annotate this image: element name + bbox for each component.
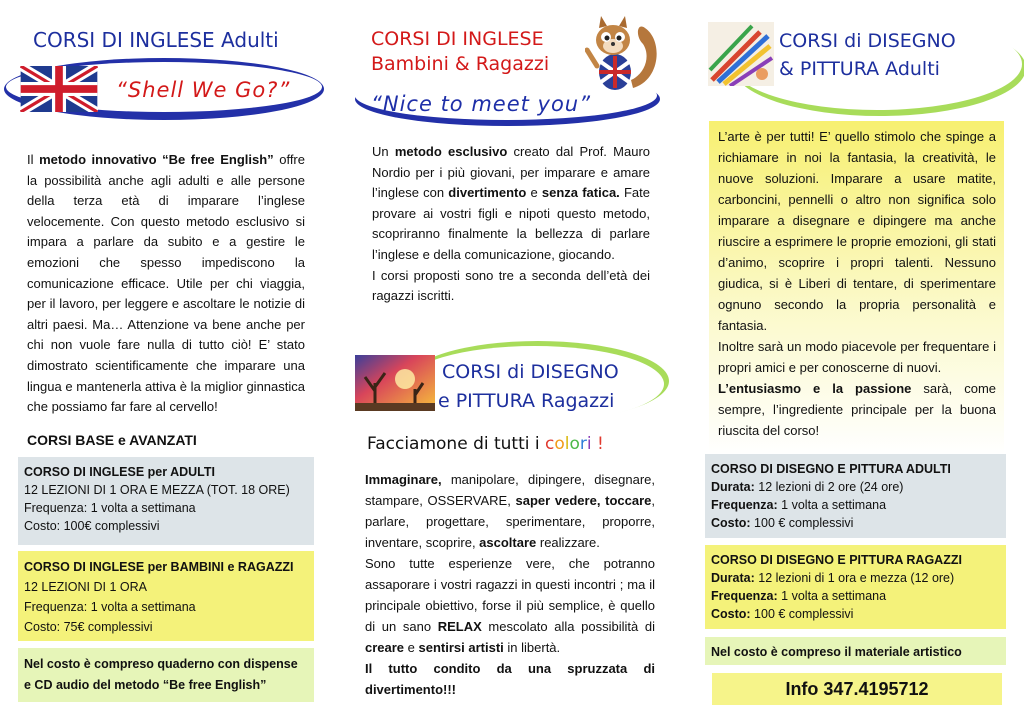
text: Fate provare ai vostri figli e nipoti questo metodo, scopriranno finalmente la bellezza di parlare l’inglese e della comunicazione, giocando. bbox=[372, 185, 650, 262]
column-english-kids bbox=[345, 0, 675, 724]
text-bold: senza fatica. bbox=[541, 185, 620, 201]
text-bold: metodo esclusivo bbox=[394, 144, 508, 159]
letter: r bbox=[579, 434, 587, 454]
title-drawing-adults-1: CORSI di DISEGNO bbox=[779, 30, 956, 52]
text: Un bbox=[372, 144, 395, 159]
text: in libertà. bbox=[503, 640, 561, 655]
box-value: 12 lezioni di 1 ora e mezza (12 ore) bbox=[754, 571, 955, 585]
slogan-nice-to-meet-you: “Nice to meet you” bbox=[371, 92, 591, 116]
heading-text: ! bbox=[591, 434, 604, 454]
box-key: Frequenza: bbox=[711, 498, 778, 512]
text: realizzare. bbox=[536, 535, 600, 550]
box-drawing-adults bbox=[705, 454, 1006, 538]
text: e bbox=[526, 185, 542, 201]
box-included-materials bbox=[18, 648, 314, 702]
box-key: Durata: bbox=[711, 480, 755, 494]
column-drawing-adults bbox=[682, 0, 1024, 724]
text-bold: sentirsi artisti bbox=[418, 640, 504, 655]
box-title: CORSO DI DISEGNO E PITTURA ADULTI bbox=[711, 462, 951, 476]
box-line: e CD audio del metodo “Be free English” bbox=[24, 678, 267, 692]
text: offre la possibilità anche agli adulti e alle persone della terza età di imparare l’inglese velocemente. Con questo metodo esclusivo si impara a parlare da subito e a gestire le emozioni che spesso impediscono la comunicazione efficace. Utile per chi viaggia, per il lavoro, per leggere e ascoltare le notizie di altri paesi. Ma… Attenzione va bene anche per chi non vuole fare nulla di tutto ciò! E’ stato dimostrato scientificamente che imparare una lingua e mantenerla attiva è la miglior ginnastica che possiamo far fare al cervello! bbox=[27, 152, 305, 415]
title-drawing-kids-2: e PITTURA Ragazzi bbox=[438, 390, 615, 412]
box-drawing-kids bbox=[705, 545, 1006, 629]
text: manipolare, dipingere, disegnare, stampare, OSSERVARE, bbox=[365, 472, 655, 508]
text: Il bbox=[27, 152, 40, 167]
box-value: 100 € complessivi bbox=[750, 516, 854, 530]
box-key: Costo: bbox=[711, 607, 751, 621]
letter: o bbox=[569, 434, 580, 454]
box-line: 12 LEZIONI DI 1 ORA E MEZZA (TOT. 18 ORE) bbox=[24, 483, 290, 497]
title-drawing-adults-2: & PITTURA Adulti bbox=[779, 58, 940, 80]
heading-text: Facciamone di tutti i bbox=[367, 434, 546, 454]
box-value: 12 lezioni di 2 ore (24 ore) bbox=[754, 480, 904, 494]
box-value: 100 € complessivi bbox=[750, 607, 854, 621]
title-english-kids-2: Bambini & Ragazzi bbox=[371, 53, 550, 75]
letter: i bbox=[586, 434, 592, 454]
letter: o bbox=[554, 434, 565, 454]
column-english-adults bbox=[0, 0, 340, 724]
box-key: Durata: bbox=[711, 571, 755, 585]
title-english-adults: CORSI DI INGLESE Adulti bbox=[33, 28, 279, 52]
slogan-shell-we-go: “Shell We Go?” bbox=[116, 78, 291, 102]
box-line: 12 LEZIONI DI 1 ORA bbox=[24, 580, 147, 594]
subhead-base-advanced: CORSI BASE e AVANZATI bbox=[27, 432, 197, 448]
text-bold: metodo innovativo “Be free English” bbox=[39, 152, 274, 167]
drawing-kids-text bbox=[365, 469, 655, 700]
box-title: CORSO DI INGLESE per ADULTI bbox=[24, 465, 215, 479]
sunset-tree-image-icon bbox=[355, 355, 435, 416]
text-bold: Immaginare, bbox=[365, 472, 442, 487]
intro-text bbox=[27, 150, 305, 418]
box-english-adults bbox=[18, 457, 314, 545]
box-value: 1 volta a settimana bbox=[777, 589, 887, 603]
uk-flag-icon bbox=[20, 66, 98, 117]
box-title: CORSO DI DISEGNO E PITTURA RAGAZZI bbox=[711, 553, 962, 567]
box-key: Costo: bbox=[711, 516, 751, 530]
text: , parlare, progettare, sperimentare, proporre, inventare, scoprire, bbox=[365, 493, 655, 550]
box-value: 1 volta a settimana bbox=[777, 498, 887, 512]
title-english-kids-1: CORSI DI INGLESE bbox=[371, 28, 544, 50]
text-bold: ascoltare bbox=[479, 535, 537, 550]
box-title: CORSO DI INGLESE per BAMBINI e RAGAZZI bbox=[24, 560, 294, 574]
letter: l bbox=[564, 434, 570, 454]
squirrel-mascot-icon bbox=[585, 10, 661, 101]
text: I corsi proposti sono tre a seconda dell’età dei ragazzi iscritti. bbox=[372, 267, 650, 304]
text: mescolato alla possibilità di bbox=[481, 619, 655, 634]
text-bold: creare bbox=[365, 640, 405, 655]
kids-intro-text bbox=[372, 142, 650, 307]
box-line: Costo: 75€ complessivi bbox=[24, 620, 153, 634]
text-bold: divertimento bbox=[448, 185, 527, 201]
box-line: Frequenza: 1 volta a settimana bbox=[24, 501, 196, 515]
title-drawing-kids-1: CORSI di DISEGNO bbox=[442, 361, 619, 383]
box-english-kids bbox=[18, 551, 314, 641]
box-line: Costo: 100€ complessivi bbox=[24, 519, 160, 533]
drawing-adults-text bbox=[718, 126, 996, 441]
text: sarà, come sempre, l’ingrediente principale per la buona riuscita del corso! bbox=[718, 381, 996, 438]
box-materials-included: Nel costo è compreso il materiale artistico bbox=[705, 637, 1006, 665]
text: Sono tutte esperienze vere, che potranno assaporare i vostri ragazzi in questi incontri ; ma il principale obiettivo, forse il più semplice, è quello di un sano bbox=[365, 556, 655, 634]
box-key: Frequenza: bbox=[711, 589, 778, 603]
box-line: Nel costo è compreso quaderno con dispense bbox=[24, 657, 298, 671]
paintbrush-image-icon bbox=[708, 22, 774, 91]
text-bold: saper vedere, toccare bbox=[515, 493, 652, 508]
text-bold: RELAX bbox=[437, 619, 482, 634]
text-bold: L’entusiasmo e la passione bbox=[718, 381, 912, 396]
info-phone[interactable]: Info 347.4195712 bbox=[712, 673, 1002, 705]
text: Inoltre sarà un modo piacevole per frequentare i propri amici e per conoscerne di nuovi. bbox=[718, 339, 996, 375]
heading-colori bbox=[367, 434, 604, 454]
box-line: Frequenza: 1 volta a settimana bbox=[24, 600, 196, 614]
text: creato dal Prof. Mauro Nordio per i più giovani, per imparare e amare l’inglese con bbox=[372, 144, 651, 201]
text: e bbox=[404, 640, 419, 655]
text-bold: Il tutto condito da una spruzzata di divertimento!!! bbox=[365, 661, 655, 697]
letter: c bbox=[545, 434, 555, 454]
rainbow-word bbox=[545, 434, 592, 454]
text: L’arte è per tutti! E’ quello stimolo che spinge a richiamare in noi la fantasia, la creatività, le nuove soluzioni. Imparare a usare matite, carboncini, pennelli o altro non significa solo imparare a disegnare e dipingere ma anche riuscire a esprimere le proprie emozioni, gli stati d’animo, scoprire i propri talenti. Nessuno giudica, si è Liberi di tentare, di sperimentare ognuno secondo la propria personalità e fantasia. bbox=[718, 129, 996, 333]
